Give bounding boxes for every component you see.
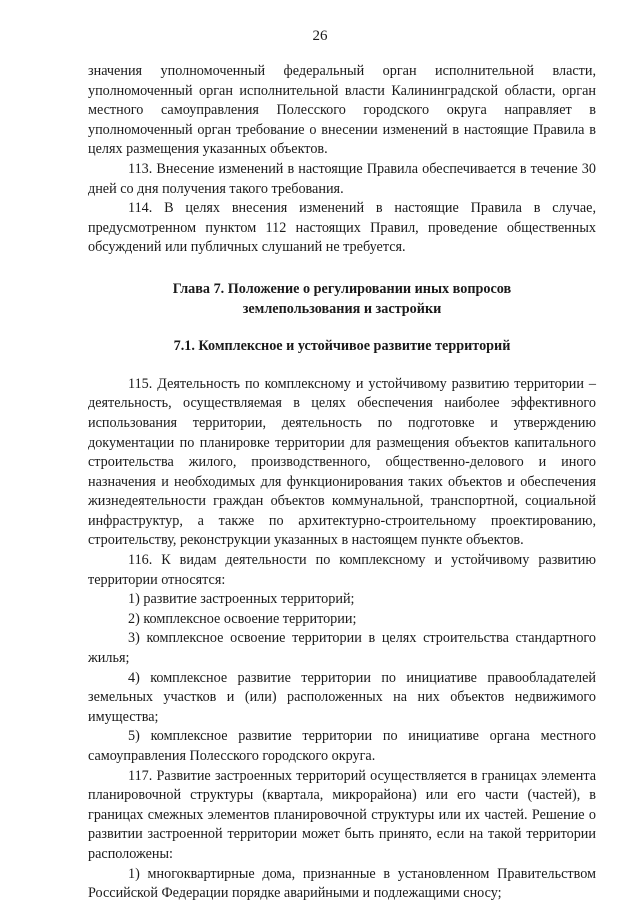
paragraph-115: 115. Деятельность по комплексному и устойчивому развитию территории – деятельность, осуществляемая в целях обеспечения наиболее эффективного использования территории, деятельность по подготовке и утверждению документации по планировке территории для размещения объектов капитального строительства жилого, производственного, общественно-делового и иного назначения и необходимых для функционирования таких объектов и обеспечения жизнедеятельности граждан объектов коммунальной, транспортной, социальной инфраструктур, а также по архитектурно-строительному проектированию, строительству, реконструкции указанных в настоящем пункте объектов. — [88, 375, 596, 549]
list-item-116-5: 5) комплексное развитие территории по инициативе органа местного самоуправления Полесского городского округа. — [88, 728, 596, 764]
chapter-heading — [88, 280, 596, 319]
list-item-116-1: 1) развитие застроенных территорий; — [128, 591, 355, 608]
document-body — [88, 62, 596, 904]
paragraph-113: 113. Внесение изменений в настоящие Правила обеспечивается в течение 30 дней со дня получения такого требования. — [88, 160, 596, 197]
paragraph-117: 117. Развитие застроенных территорий осуществляется в границах элемента планировочной структуры (квартала, микрорайона) или его части (частей), в границах смежных элементов планировочной структуры или их частей. Решение о развитии застроенной территории может быть принято, если на такой территории расположены: — [88, 767, 596, 862]
page-number: 26 — [312, 28, 328, 44]
list-item-117-1: 1) многоквартирные дома, признанные в установленном Правительством Российской Федерации порядке аварийными и подлежащими сносу; — [88, 865, 596, 902]
paragraph-continuation: значения уполномоченный федеральный орган исполнительной власти, уполномоченный орган исполнительной власти Калининградской области, орган местного самоуправления Полесского городского округа направляет в уполномоченный орган требование о внесении изменений в настоящие Правила в целях размещения указанных объектов. — [88, 63, 596, 158]
paragraph-116: 116. К видам деятельности по комплексному и устойчивому развитию территории относятся: — [88, 552, 596, 588]
chapter-heading-line2: землепользования и застройки — [242, 300, 442, 317]
section-heading: 7.1. Комплексное и устойчивое развитие территорий — [173, 338, 511, 355]
list-item-116-3: 3) комплексное освоение территории в целях строительства стандартного жилья; — [88, 630, 596, 667]
list-item-116-2: 2) комплексное освоение территории; — [128, 610, 357, 627]
paragraph-114: 114. В целях внесения изменений в настоящие Правила в случае, предусмотренном пунктом 112 настоящих Правил, проведение общественных обсуждений или публичных слушаний не требуется. — [88, 200, 596, 256]
list-item-116-4: 4) комплексное развитие территории по инициативе правообладателей земельных участков и (или) расположенных на них объектов недвижимого имущества; — [88, 669, 596, 725]
chapter-heading-line1: Глава 7. Положение о регулировании иных вопросов — [172, 280, 512, 297]
